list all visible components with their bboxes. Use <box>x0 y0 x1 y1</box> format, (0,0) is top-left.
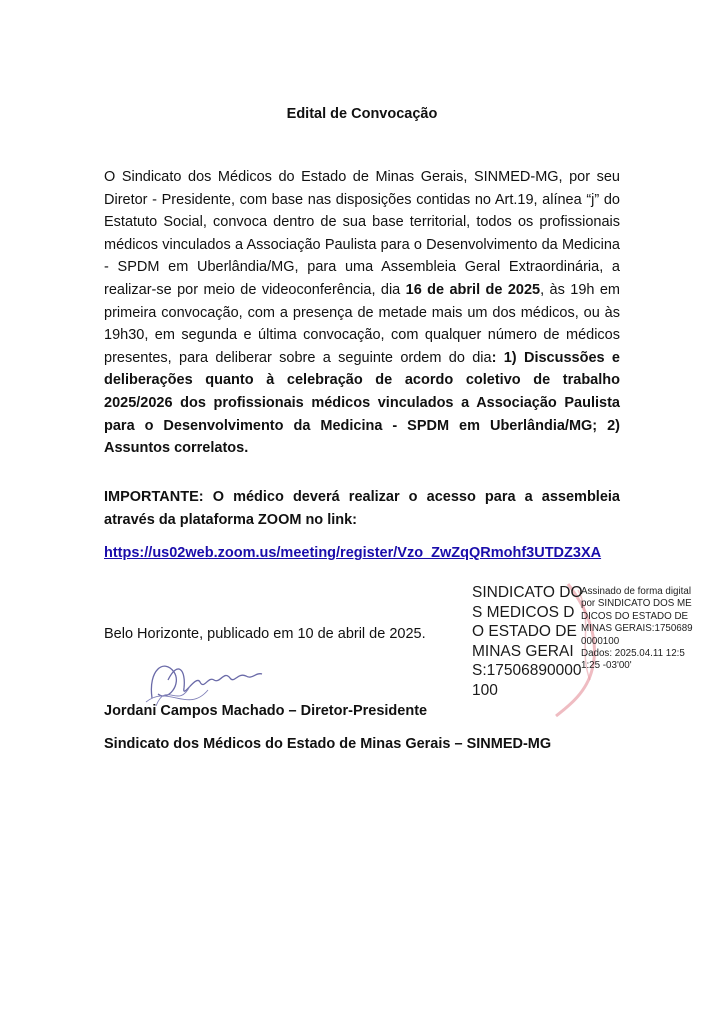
paragraph-part-2: , às 19h em primeira convocação, com a presença de metade mais um dos médicos, ou às 19h30, em segunda e última convocação, com qualquer número de médicos presentes, para deliberar sobre a seguinte ordem do dia <box>104 281 620 366</box>
signature-text: JMachado <box>194 670 199 671</box>
document-title: Edital de Convocação <box>286 106 438 122</box>
important-notice: IMPORTANTE: O médico deverá realizar o acesso para a assembleia através da plataforma ZOOM no link: <box>104 489 620 528</box>
digital-signature-details <box>581 586 693 673</box>
signer-name: Jordani Campos Machado – Diretor-Presidente <box>104 703 428 719</box>
paragraph-part-1: O Sindicato dos Médicos do Estado de Minas Gerais, SINMED-MG, por seu Diretor - Presidente, com base nas disposições contidas no Art.19, alínea “j” do Estatuto Social, convoca dentro de sua base territorial, todos os profissionais médicos vinculados a Associação Paulista para o Desenvolvimento da Medicina - SPDM em Uberlândia/MG, para uma Assembleia Geral Extraordinária, a realizar-se por meio de videoconferência, dia <box>104 169 620 298</box>
zoom-registration-link[interactable]: https://us02web.zoom.us/meeting/register/Vzo_ZwZqQRmohf3UTDZ3XA <box>104 545 602 561</box>
digital-signature-signed-by: Assinado de forma digital por SINDICATO DOS MEDICOS DO ESTADO DE MINAS GERAIS:17506890000100 <box>581 586 693 647</box>
meeting-date: 16 de abril de 2025 <box>405 281 541 298</box>
organization-name: Sindicato dos Médicos do Estado de Minas Gerais – SINMED-MG <box>104 736 552 752</box>
digital-signature-name: SINDICATO DOS MEDICOS DO ESTADO DE MINAS GERAIS:17506890000100 <box>472 584 583 699</box>
digital-signature-date: Dados: 2025.04.11 12:51:25 -03'00' <box>581 648 685 672</box>
place-date: Belo Horizonte, publicado em 10 de abril de 2025. <box>104 626 426 642</box>
convocation-paragraph <box>104 166 620 460</box>
agenda: : 1) Discussões e deliberações quanto à celebração de acordo coletivo de trabalho 2025/2026 dos profissionais médicos vinculados a Associação Paulista para o Desenvolvimento da Medicina - SPDM em Uberlândia/MG; 2) Assuntos correlatos. <box>104 349 620 457</box>
